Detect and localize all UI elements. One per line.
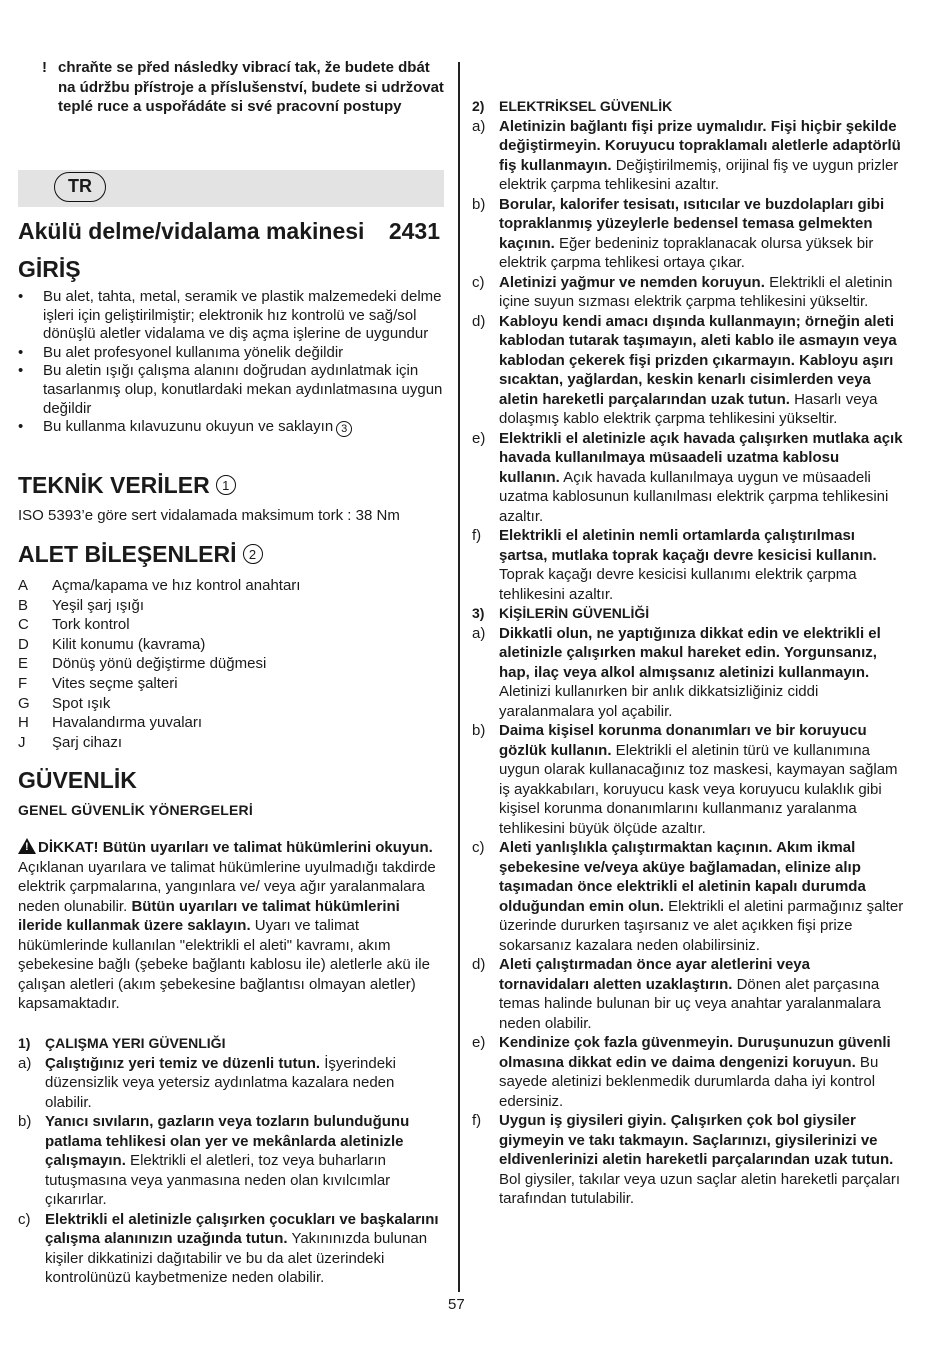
figure-ref: 2: [243, 544, 263, 564]
tech-heading: TEKNİK VERİLER 1: [18, 472, 236, 499]
item-text: Elektrikli el aletinin içine suyun sızması elektrik çarpma tehlikesini yükseltir.: [499, 273, 893, 310]
item-letter: d): [472, 956, 486, 973]
item-bold-text: Borular, kalorifer tesisatı, ısıtıcılar ve buzdolapları gibi topraklanmış yüzeylerle bedensel temasa gelmekten kaçının.: [499, 195, 885, 252]
safety-item: [472, 1033, 904, 1111]
component-row: [18, 674, 444, 694]
item-bold-text: Aleti çalıştırmadan önce ayar aletlerini veya tornavidaları aletten uzaklaştırın.: [499, 956, 810, 993]
item-text: Bu sayede aletinizi beklenmedik durumlarda daha iyi kontrol edersiniz.: [499, 1053, 879, 1110]
item-letter: a): [472, 117, 486, 135]
item-text: Değiştirilmemiş, orijinal fiş ve uygun prizler elektrik çarpma tehlikesini azaltır.: [499, 156, 899, 193]
item-letter: d): [472, 312, 486, 330]
component-label: Tork kontrol: [52, 616, 130, 634]
item-text: Toprak kaçağı devre kesicisi kullanımı elektrik çarpma tehlikesini azaltır.: [499, 566, 857, 603]
item-letter: c): [472, 839, 485, 856]
warning-marker: !: [42, 59, 47, 76]
component-key: G: [18, 694, 30, 712]
component-row: [18, 694, 444, 714]
general-warning: ! DİKKAT! Bütün uyarıları ve talimat hükümlerini okuyun. Açıklanan uyarılara ve talimat hükümlerine uyulmadığı takdirde elektrik çarpmalarına, yangınlara ve/ veya ağır yaralanmalara neden olunabilir. Bütün uyarıları ve talimat hükümlerini ileride kullanmak üzere saklayın. Uyarı ve talimat hükümlerinde kullanılan "elektrikli el aleti" kavramı, akım şebekesine bağlı (şebeke bağlantı kablosu ile) aletlerle akü ile çalışan aletleri (akım şebekesine bağlantısı olmayan aletler) kapsamaktadır.: [18, 839, 436, 1012]
safety-item: [472, 624, 904, 722]
item-letter: b): [18, 1113, 32, 1130]
component-key: J: [18, 733, 26, 751]
item-letter: a): [18, 1054, 32, 1072]
item-text: Açık havada kullanılmaya uygun ve müsaadeli uzatma kablosunun kullanılması elektrik çarpma tehlikesini azaltır.: [499, 468, 889, 525]
component-row: [18, 596, 444, 616]
column-divider: [458, 62, 460, 1292]
safety-item: [472, 195, 904, 273]
item-bold-text: Çalıştığınız yeri temiz ve düzenli tutun.: [45, 1054, 321, 1072]
component-key: D: [18, 635, 29, 653]
component-row: [18, 654, 444, 674]
item-text: Eğer bedeniniz topraklanacak olursa yüksek bir elektrik çarpma tehlikesi ortaya çıkar.: [499, 234, 874, 271]
component-key: E: [18, 655, 29, 673]
safety-item: [472, 117, 904, 195]
component-key: F: [18, 674, 28, 692]
tech-text: ISO 5393’e göre sert vidalamada maksimum tork : 38 Nm: [18, 507, 400, 524]
safety-item: [472, 312, 904, 429]
warning-triangle-icon: !: [18, 838, 36, 854]
list-item: • Bu alet profesyonel kullanıma yönelik değildir: [18, 343, 344, 361]
item-bold-text: Kendinize çok fazla güvenmeyin. Duruşunuzun güvenli olmasına dikkat edin ve daima dengenizi koruyun.: [499, 1034, 891, 1071]
item-text: Elektrikli el aletinin türü ve kullanımına uygun olarak kullanacağınız toz maskesi, kaymayan sağlam iş ayakkabıları, koruyucu kask veya koruyucu kulaklık gibi kişisel korunma donanımlarını kullanmanız yaralanma tehlikesini büyük ölçüde azaltır.: [499, 741, 898, 837]
safety-subheading: GENEL GÜVENLİK YÖNERGELERİ: [18, 802, 253, 818]
components-heading: ALET BİLEŞENLERİ 2: [18, 541, 263, 568]
section-heading: 1) ÇALIŞMA YERI GÜVENLIĞI: [18, 1035, 226, 1051]
item-letter: c): [472, 273, 485, 291]
safety-item: [472, 429, 904, 527]
page-number: 57: [448, 1296, 465, 1313]
safety-item: [472, 1111, 904, 1209]
czech-warning-text: chraňte se před následky vibrací tak, že budete dbát na údržbu přístroje a příslušenství, budete si udržovat teplé ruce a uspořádáte si své pracovní postupy: [58, 59, 444, 115]
item-letter: b): [472, 722, 486, 739]
component-key: C: [18, 616, 29, 634]
safety-item: [18, 1210, 444, 1288]
work-area-section: [18, 1034, 444, 1288]
figure-ref: 3: [336, 421, 352, 437]
list-item: • Bu aletin ışığı çalışma alanını doğrudan aydınlatmak için tasarlanmış olup, konutlardaki mekan aydınlatmasına uygun değildir: [18, 362, 443, 417]
language-bar: [18, 170, 444, 207]
safety-item: [472, 526, 904, 604]
item-text: Dönen alet parçasına temas halinde bulunan bir uç veya anahtar yaralanmalara neden olabilir.: [499, 975, 881, 1032]
item-text: İşyerindeki düzensizlik veya yetersiz aydınlatma kazalara neden olabilir.: [45, 1054, 396, 1111]
safety-item: [472, 955, 904, 1033]
component-label: Havalandırma yuvaları: [52, 714, 203, 732]
item-bold-text: Kabloyu kendi amacı dışında kullanmayın; örneğin aleti kablodan tutarak taşımayın, aleti kablo ile asmayın veya kablodan çekerek fişi prizden çıkarmayın. Kabloyu aşırı sıcaktan, yağlardan, keskin kenarlı cisimlerden veya aletin hareketli parçalarından uzak tutun.: [499, 312, 897, 408]
item-letter: f): [472, 527, 482, 544]
component-row: [18, 576, 444, 596]
component-row: [18, 615, 444, 635]
item-bold-text: Elektrikli el aletinizle çalışırken çocukları ve başkalarını çalışma alanınızın uzağında tutun.: [45, 1210, 439, 1247]
item-text: Elektrikli el aletleri, toz veya buharların tutuşmasına veya yanmasına neden olan kıvılcımlar çıkarırlar.: [45, 1152, 391, 1208]
components-list: [18, 576, 444, 752]
item-bold-text: Uygun iş giysileri giyin. Çalışırken çok bol giysiler giymeyin ve takı takmayın. Saçlarınızı, giysilerinizi ve eldivenlerinizi aletin hareketli parçalarından uzak tutun.: [499, 1112, 894, 1168]
component-label: Spot ışık: [52, 694, 111, 712]
intro-heading: GİRİŞ: [18, 256, 81, 282]
item-text: Yakınınızda bulunan kişiler dikkatinizi dağıtabilir ve bu da alet üzerindeki kontrolünüzü kaybetmenize neden olabilir.: [45, 1230, 428, 1286]
item-bold-text: Yanıcı sıvıların, gazların veya tozların bulunduğunu patlama tehlikesi olan yer ve mekânlarda aletinizle çalışmayın.: [45, 1113, 410, 1169]
safety-item: [472, 721, 904, 838]
model-number: 2431: [388, 218, 440, 244]
component-row: [18, 635, 444, 655]
figure-ref: 1: [216, 475, 236, 495]
item-text: Hasarlı veya dolaşmış kablo elektrik çarpma tehlikesini yükseltir.: [499, 390, 878, 427]
item-bold-text: Elektrikli el aletinizle açık havada çalışırken mutlaka açık havada kullanılmaya müsaadeli uzatma kablosu kullanın.: [499, 429, 903, 486]
language-badge: TR: [54, 172, 106, 202]
component-row: [18, 713, 444, 733]
item-bold-text: Aletinizin bağlantı fişi prize uymalıdır. Fişi hiçbir şekilde değiştirmeyin. Koruyucu topraklamalı aletlerle adaptörlü fiş kullanmayın.: [499, 117, 901, 174]
electrical-section: [472, 97, 904, 1209]
safety-item: [472, 838, 904, 955]
component-label: Yeşil şarj ışığı: [52, 596, 144, 614]
safety-item: [472, 273, 904, 312]
item-letter: b): [472, 195, 486, 213]
item-text: Bol giysiler, takılar veya uzun saçlar aletin hareketli parçaları tarafından tutulabilir.: [499, 1170, 901, 1207]
item-bold-text: Aleti yanlışlıkla çalıştırmaktan kaçının. Akım ikmal şebekesine ve/veya aküye bağlamadan, elinize alıp taşımadan önce elektrikli el aletinin kapalı durumda olduğundan emin olun.: [499, 839, 866, 915]
component-label: Şarj cihazı: [52, 733, 123, 751]
item-bold-text: Elektrikli el aletinin nemli ortamlarda çalıştırılması şartsa, mutlaka toprak kaçağı devre kesicisi kullanın.: [499, 527, 877, 564]
component-row: [18, 733, 444, 753]
item-text: Aletinizi kullanırken bir anlık dikkatsizliğiniz ciddi yaralanmalara yol açabilir.: [499, 683, 819, 720]
intro-list: [18, 288, 444, 437]
safety-item: [18, 1054, 444, 1113]
component-label: Kilit konumu (kavrama): [52, 635, 206, 653]
component-key: H: [18, 714, 29, 732]
section-title: KİŞİLERİN GÜVENLİĞİ: [499, 605, 650, 621]
component-key: A: [18, 577, 29, 594]
product-title: [18, 218, 444, 245]
item-letter: e): [472, 1034, 486, 1051]
product-name: Akülü delme/vidalama makinesi: [18, 218, 365, 244]
component-key: B: [18, 596, 29, 614]
component-label: Dönüş yönü değiştirme düğmesi: [52, 655, 267, 673]
czech-warning: [18, 58, 444, 117]
component-label: Vites seçme şalteri: [52, 674, 178, 692]
section-heading: [472, 604, 904, 624]
safety-item: [18, 1112, 444, 1210]
list-item: • Bu alet, tahta, metal, seramik ve plastik malzemedeki delme işleri için geliştirilmiştir; elektronik hız kontrolü ve sağ/sol dönüşlü aletler vidalama ve diş açma işlerine de uygundur: [18, 288, 442, 343]
item-bold-text: Aletinizi yağmur ve nemden koruyun.: [499, 273, 765, 291]
item-text: Elektrikli el aletini parmağınız şalter üzerinde dururken taşırsanız ve alet açıkken fişi prize sokarsanız kazalara neden olabilirsiniz.: [499, 897, 904, 954]
item-letter: f): [472, 1112, 482, 1129]
section-number: 3): [472, 605, 485, 621]
item-bold-text: Daima kişisel korunma donanımları ve bir koruyucu gözlük kullanın.: [499, 722, 867, 759]
safety-heading: GÜVENLİK: [18, 767, 137, 793]
list-item: • Bu kullanma kılavuzunu okuyun ve saklayın 3: [18, 418, 444, 437]
component-label: Açma/kapama ve hız kontrol anahtarı: [52, 577, 301, 594]
item-letter: e): [472, 429, 486, 447]
item-letter: c): [18, 1210, 31, 1228]
item-letter: a): [472, 624, 486, 642]
item-bold-text: Dikkatli olun, ne yaptığınıza dikkat edin ve elektrikli el aletinizle çalışırken makul hareket edin. Yorgunsanız, hap, ilaç veya alkol almışsanız aletinizi kullanmayın.: [499, 624, 881, 681]
section-heading: 2) ELEKTRİKSEL GÜVENLİK: [472, 98, 673, 114]
